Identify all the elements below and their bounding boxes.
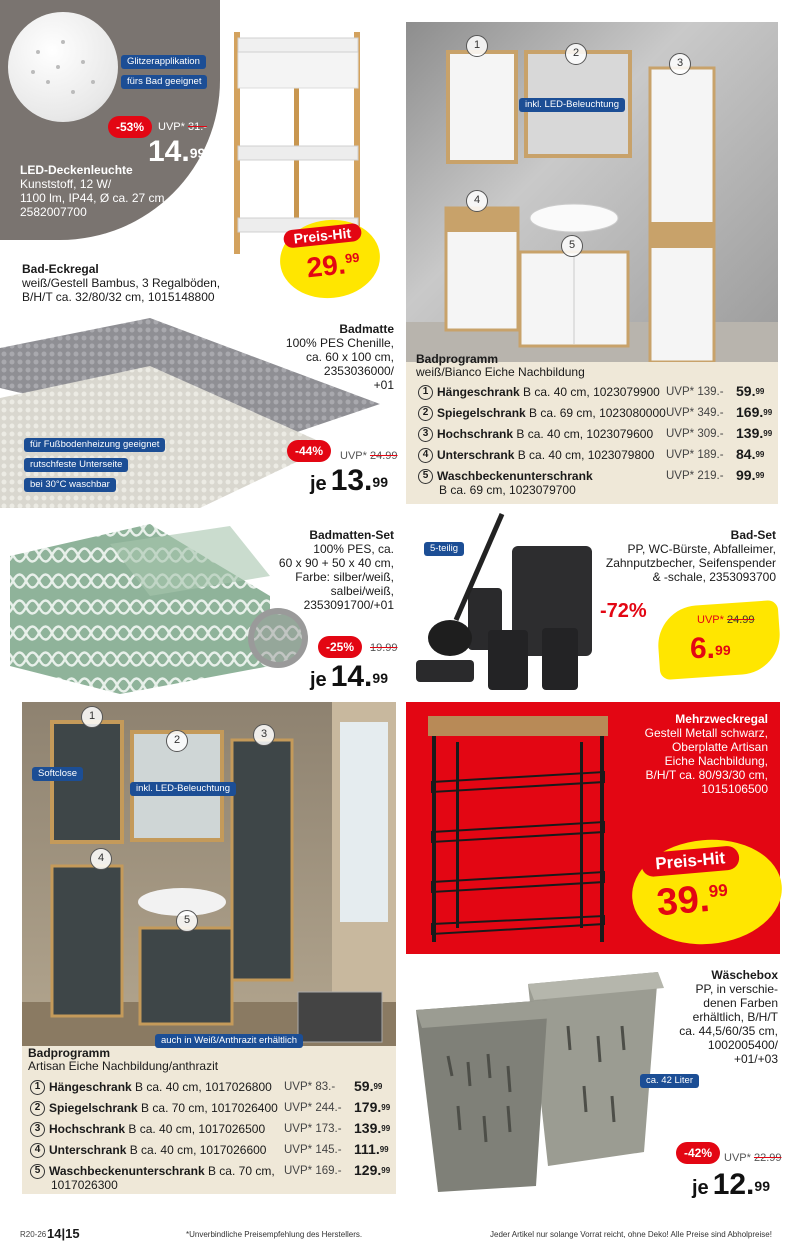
badprogramm1-row-1 — [418, 384, 800, 401]
badprogramm1-title: Badprogramm — [416, 352, 499, 366]
badmattenset-desc-4: salbei/weiß, — [330, 584, 394, 598]
row-name: Unterschrank — [437, 448, 515, 462]
lamp-badge-2: fürs Bad geeignet — [121, 75, 207, 89]
row-details: B ca. 40 cm, 1017026600 — [126, 1143, 267, 1157]
badprogramm1-row-3 — [418, 426, 800, 443]
badprogramm2-subtitle: Artisan Eiche Nachbildung/anthrazit — [28, 1059, 219, 1073]
row-number: 2 — [30, 1101, 45, 1116]
badprogramm2-row-1 — [30, 1079, 424, 1096]
badmatte-desc-2: ca. 60 x 100 cm, — [305, 350, 394, 364]
waeschebox-discount: -42% — [676, 1142, 720, 1164]
badset-discount: -72% — [600, 600, 647, 622]
waeschebox-image — [408, 966, 670, 1198]
row-price: 139.99 — [736, 425, 773, 441]
badset-image — [404, 510, 604, 700]
badmattenset-title: Badmatten-Set — [309, 528, 394, 542]
badprogramm1-image — [406, 22, 778, 362]
waeschebox-volume-badge: ca. 42 Liter — [640, 1074, 699, 1088]
badmattenset-desc-3: Farbe: silber/weiß, — [295, 570, 394, 584]
badprogramm1-row-5-line2: B ca. 69 cm, 1023079700 — [439, 483, 576, 497]
row-uvp: UVP* 173.- — [284, 1123, 342, 1135]
lamp-price: 14.99 — [148, 135, 206, 168]
badmattenset-discount: -25% — [318, 636, 362, 658]
badprogramm2-row-5-line2: 1017026300 — [51, 1178, 118, 1192]
row-number: 4 — [418, 448, 433, 463]
badprogramm1-marker-2: 2 — [565, 43, 587, 65]
badprogramm1-row-4 — [418, 447, 800, 464]
badprogramm2-image — [22, 702, 396, 1046]
badmattenset-desc-2: 60 x 90 + 50 x 40 cm, — [278, 556, 394, 570]
row-details: B ca. 70 cm, 1017026400 — [137, 1101, 278, 1115]
badprogramm2-row-2 — [30, 1100, 424, 1117]
waeschebox-desc-3: erhältlich, B/H/T — [692, 1010, 778, 1024]
lamp-desc-3: 2582007700 — [20, 205, 87, 219]
badmatte-uvp: UVP* 24.99 — [340, 450, 398, 462]
mehrzweck-preis-hit-label: Preis-Hit — [640, 845, 740, 877]
badmattenset-desc-1: 100% PES, ca. — [313, 542, 394, 556]
lamp-uvp: UVP* 31.- — [158, 121, 207, 133]
badprogramm2-marker-3: 3 — [253, 724, 275, 746]
waeschebox-desc-6: +01/+03 — [733, 1052, 778, 1066]
badprogramm2-marker-5: 5 — [176, 910, 198, 932]
badset-desc-2: Zahnputzbecher, Seifenspender — [605, 556, 776, 570]
row-uvp: UVP* 145.- — [284, 1144, 342, 1156]
badprogramm1-marker-1: 1 — [466, 35, 488, 57]
mehrzweck-desc-4: B/H/T ca. 80/93/30 cm, — [645, 768, 768, 782]
row-uvp: UVP* 83.- — [284, 1081, 336, 1093]
badmattenset-price: je 14.99 — [310, 660, 388, 693]
row-uvp: UVP* 189.- — [666, 449, 724, 461]
badset-badge: 5-teilig — [424, 542, 464, 556]
eckregal-desc-2: B/H/T ca. 32/80/32 cm, 1015148800 — [22, 290, 215, 304]
badprogramm2-led-badge: inkl. LED-Beleuchtung — [130, 782, 236, 796]
lamp-desc-1: Kunststoff, 12 W/ — [20, 177, 112, 191]
row-uvp: UVP* 244.- — [284, 1102, 342, 1114]
row-name: Waschbeckenunterschrank — [437, 469, 593, 483]
row-name: Unterschrank — [49, 1143, 127, 1157]
badprogramm1-led-badge: inkl. LED-Beleuchtung — [519, 98, 625, 112]
badprogramm2-row-3 — [30, 1121, 424, 1138]
eckregal-preis-hit-label: Preis-Hit — [283, 223, 362, 249]
badmatte-badge-3: bei 30°C waschbar — [24, 478, 116, 492]
row-name: Hochschrank — [49, 1122, 126, 1136]
row-details: B ca. 70 cm, — [204, 1164, 275, 1178]
lamp-discount: -53% — [108, 116, 152, 138]
badprogramm2-softclose-badge: Softclose — [32, 767, 83, 781]
row-price: 179.99 — [354, 1099, 391, 1115]
waeschebox-price: je 12.99 — [692, 1168, 770, 1201]
badprogramm1-subtitle: weiß/Bianco Eiche Nachbildung — [416, 365, 585, 379]
eckregal-title: Bad-Eckregal — [22, 262, 99, 276]
waeschebox-desc-4: ca. 44,5/60/35 cm, — [679, 1024, 778, 1038]
row-name: Hochschrank — [437, 427, 514, 441]
badmatte-title: Badmatte — [339, 322, 394, 336]
mehrzweck-price: 39.99 — [654, 877, 729, 925]
badset-price: 6.99 — [690, 632, 731, 665]
badprogramm1-marker-5: 5 — [561, 235, 583, 257]
waeschebox-desc-5: 1002005400/ — [707, 1038, 778, 1052]
badmatte-badge-1: für Fußbodenheizung geeignet — [24, 438, 165, 452]
row-number: 3 — [30, 1122, 45, 1137]
row-uvp: UVP* 219.- — [666, 470, 724, 482]
row-name: Spiegelschrank — [437, 406, 526, 420]
footer-right-note: Jeder Artikel nur solange Vorrat reicht, ohne Deko! Alle Preise sind Abholpreise! — [490, 1230, 772, 1239]
mehrzweck-desc-2: Oberplatte Artisan — [671, 740, 768, 754]
row-price: 111.99 — [354, 1141, 389, 1157]
lamp-image — [8, 12, 118, 122]
footer-pages: 14|15 — [47, 1226, 80, 1241]
eckregal-price: 29.99 — [305, 248, 361, 284]
badset-uvp: UVP* 24.99 — [697, 614, 755, 626]
waeschebox-title: Wäschebox — [711, 968, 778, 982]
row-details: B ca. 40 cm, 1023079900 — [519, 385, 660, 399]
badmattenset-uvp: 19.99 — [370, 642, 398, 654]
mehrzweck-desc-5: 1015106500 — [701, 782, 768, 796]
badprogramm1-row-2 — [418, 405, 800, 422]
badprogramm1-marker-4: 4 — [466, 190, 488, 212]
badmatte-discount: -44% — [287, 440, 331, 462]
row-number: 5 — [30, 1164, 45, 1179]
footer-left-note: *Unverbindliche Preisempfehlung des Herstellers. — [186, 1230, 363, 1239]
badmatte-badge-2: rutschfeste Unterseite — [24, 458, 128, 472]
row-name: Hängeschrank — [49, 1080, 132, 1094]
row-uvp: UVP* 169.- — [284, 1165, 342, 1177]
row-price: 139.99 — [354, 1120, 391, 1136]
lamp-badge-1: Glitzerapplikation — [121, 55, 206, 69]
row-name: Waschbeckenunterschrank — [49, 1164, 205, 1178]
badmatte-desc-3: 2353036000/ — [323, 364, 394, 378]
row-number: 5 — [418, 469, 433, 484]
lamp-desc-2: 1100 lm, IP44, Ø ca. 27 cm, — [20, 191, 168, 205]
row-name: Spiegelschrank — [49, 1101, 138, 1115]
badset-title: Bad-Set — [730, 528, 776, 542]
row-details: B ca. 40 cm, 1023079600 — [513, 427, 654, 441]
badmatte-desc-4: +01 — [373, 378, 394, 392]
row-price: 169.99 — [736, 404, 773, 420]
badmatte-price: je 13.99 — [310, 464, 388, 497]
badprogramm2-marker-4: 4 — [90, 848, 112, 870]
badprogramm2-color-badge: auch in Weiß/Anthrazit erhältlich — [155, 1034, 303, 1048]
row-details: B ca. 40 cm, 1017026800 — [131, 1080, 272, 1094]
waeschebox-desc-2: denen Farben — [703, 996, 778, 1010]
eckregal-desc-1: weiß/Gestell Bambus, 3 Regalböden, — [22, 276, 221, 290]
lamp-title: LED-Deckenleuchte — [20, 163, 133, 177]
mehrzweck-title: Mehrzweckregal — [675, 712, 768, 726]
badprogramm2-marker-2: 2 — [166, 730, 188, 752]
waeschebox-desc-1: PP, in verschie- — [695, 982, 778, 996]
badmatte-desc-1: 100% PES Chenille, — [285, 336, 394, 350]
row-name: Hängeschrank — [437, 385, 520, 399]
row-number: 2 — [418, 406, 433, 421]
footer-code: R20-26 — [20, 1230, 47, 1239]
row-price: 84.99 — [736, 446, 765, 462]
mehrzweck-image — [420, 712, 616, 944]
badset-desc-3: & -schale, 2353093700 — [652, 570, 776, 584]
badprogramm2-marker-1: 1 — [81, 706, 103, 728]
badmattenset-desc-5: 2353091700/+01 — [303, 598, 394, 612]
waeschebox-uvp: UVP* 22.99 — [724, 1152, 782, 1164]
row-uvp: UVP* 349.- — [666, 407, 724, 419]
row-price: 59.99 — [354, 1078, 383, 1094]
row-price: 59.99 — [736, 383, 765, 399]
row-number: 1 — [30, 1080, 45, 1095]
row-uvp: UVP* 139.- — [666, 386, 724, 398]
mehrzweck-desc-3: Eiche Nachbildung, — [664, 754, 768, 768]
badprogramm2-row-4 — [30, 1142, 424, 1159]
row-number: 4 — [30, 1143, 45, 1158]
row-price: 129.99 — [354, 1162, 391, 1178]
badset-desc-1: PP, WC-Bürste, Abfalleimer, — [627, 542, 776, 556]
row-number: 1 — [418, 385, 433, 400]
badprogramm1-marker-3: 3 — [669, 53, 691, 75]
row-details: B ca. 69 cm, 1023080000 — [525, 406, 666, 420]
row-details: B ca. 40 cm, 1023079800 — [514, 448, 655, 462]
row-uvp: UVP* 309.- — [666, 428, 724, 440]
row-number: 3 — [418, 427, 433, 442]
row-details: B ca. 40 cm, 1017026500 — [125, 1122, 266, 1136]
mehrzweck-desc-1: Gestell Metall schwarz, — [644, 726, 768, 740]
row-price: 99.99 — [736, 467, 765, 483]
badprogramm2-title: Badprogramm — [28, 1046, 111, 1060]
